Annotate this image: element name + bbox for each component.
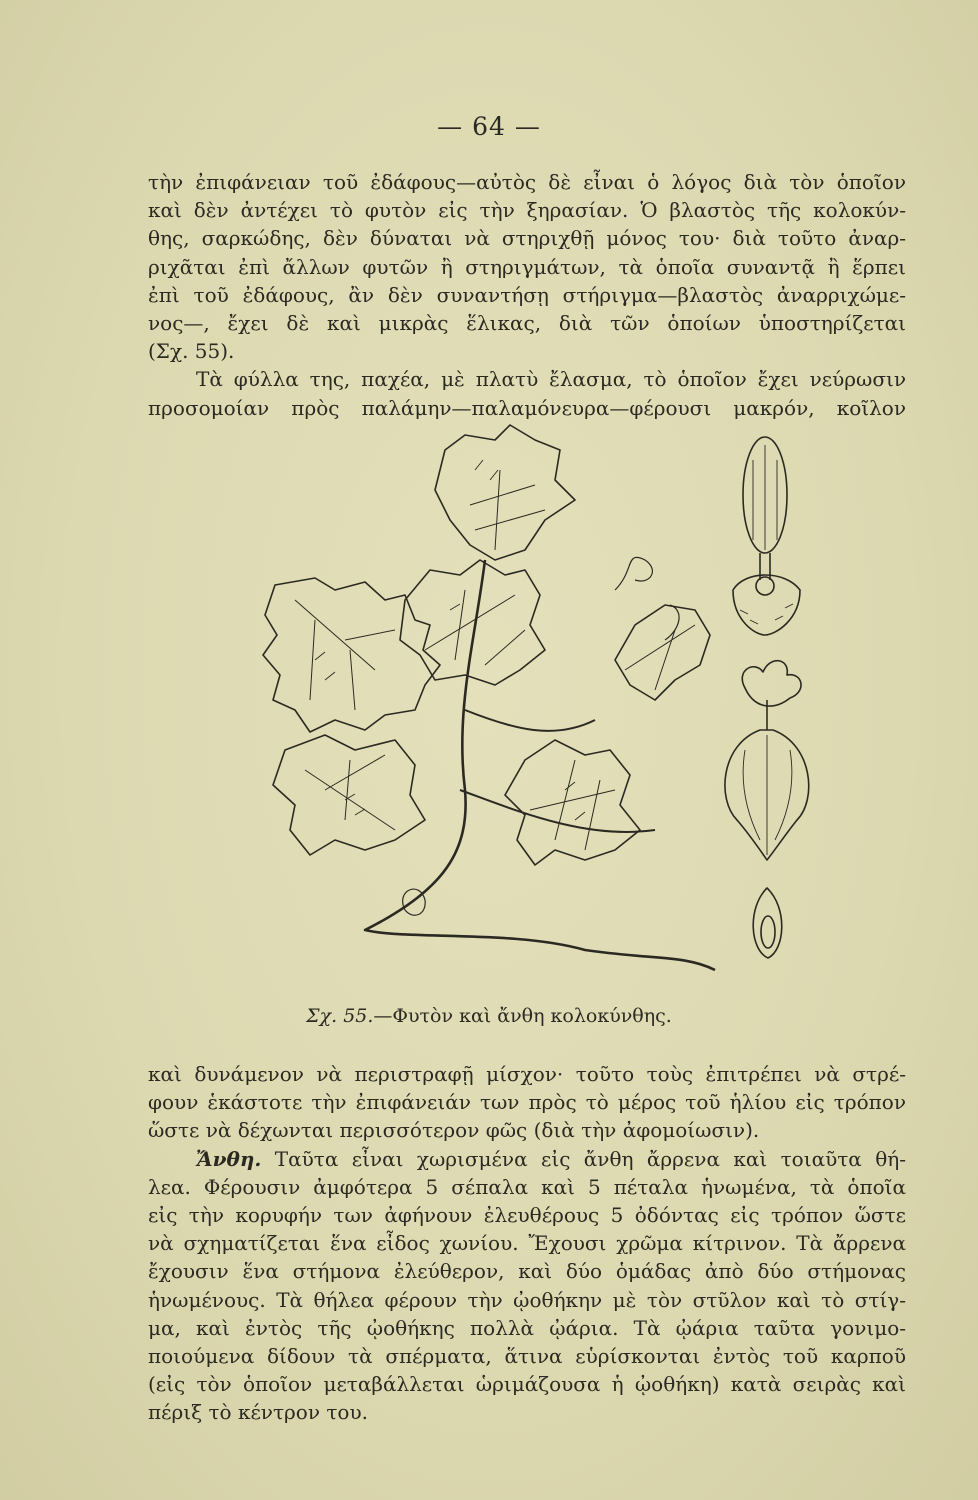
text-line: (εἰς τὸν ὁποῖον μεταβάλλεται ὡριμάζουσα ἡ ᾠοθήκη) κατὰ σειρὰς καὶ [148,1372,906,1397]
text-line: Τὰ φύλλα της, παχέα, μὲ πλατὺ ἔλασμα, τὸ ὁποῖον ἔχει νεύρωσιν [196,367,906,392]
pumpkin-plant-illustration [255,410,935,1000]
figure-number: Σχ. 55. [306,1005,374,1027]
text-line: ἐπὶ τοῦ ἐδάφους, ἂν δὲν συναντήσῃ στήριγμα—βλαστὸς ἀναρριχώμε- [148,282,906,307]
text-line: λεα. Φέρουσιν ἀμφότερα 5 σέπαλα καὶ 5 πέταλα ἡνωμένα, τὰ ὁποῖα [148,1174,906,1199]
ovule-drawing [753,888,782,958]
text-line: νὰ σχηματίζεται ἕνα εἶδος χωνίου. Ἔχουσι χρῶμα κίτρινον. Τὰ ἄρρενα [148,1231,906,1256]
figure-caption [0,1005,978,1027]
text-line: φουν ἑκάστοτε τὴν ἐπιφάνειάν των πρὸς τὸ μέρος τοῦ ἡλίου εἰς τρόπον [148,1090,906,1115]
text-line: εἰς τὴν κορυφήν των ἀφήνουν ἐλευθέρους 5 ὀδόντας εἰς τρόπον ὥστε [148,1203,906,1228]
text-fragment: Ταῦτα εἶναι χωρισμένα εἰς ἄνθη ἄρρενα καὶ τοιαῦτα θή- [261,1146,906,1171]
text-line: μα, καὶ ἐντὸς τῆς ᾠοθήκης πολλὰ ᾠάρια. Τὰ ᾠάρια ταῦτα γονιμο- [148,1315,906,1340]
leaf-lower-left [273,735,425,855]
leaf-top [435,425,575,560]
figure-caption-text: —Φυτὸν καὶ ἄνθη κολοκύνθης. [373,1005,672,1027]
text-line: ριχᾶται ἐπὶ ἄλλων φυτῶν ἢ στηριγμάτων, τὰ ὁποῖα συναντᾷ ἢ ἕρπει [148,254,906,279]
text-line: προσομοίαν πρὸς παλάμην—παλαμόνευρα—φέρουσι μακρόν, κοῖλον [148,395,906,420]
text-line: ὥστε νὰ δέχωνται περισσότερον φῶς (διὰ τὴν ἀφομοίωσιν). [148,1118,760,1143]
text-line: (Σχ. 55). [148,339,235,364]
section-heading-flowers: Ἄνθη. [196,1146,262,1171]
paragraph-petiole-and-flowers [148,1060,906,1427]
text-line: καὶ δὲν ἀντέχει τὸ φυτὸν εἰς τὴν ξηρασίαν. Ὁ βλαστὸς τῆς κολοκύν- [148,198,906,223]
page-number: — 64 — [437,112,541,141]
paragraph-stem-and-leaves [148,168,906,422]
text-line: ἡνωμένους. Τὰ θήλεα φέρουν τὴν ᾠοθήκην μὲ τὸν στῦλον καὶ τὸ στίγ- [148,1287,906,1312]
leaf-right [615,605,710,700]
leaf-lower-right [505,740,640,865]
male-flower-drawing [733,437,800,635]
leaf-left [263,578,440,732]
text-line: πέριξ τὸ κέντρον του. [148,1400,368,1425]
text-line: ποιούμενα δίδουν τὰ σπέρματα, ἅτινα εὑρίσκονται ἐντὸς τοῦ καρποῦ [148,1344,906,1369]
female-flower-drawing [725,661,809,860]
text-line: τὴν ἐπιφάνειαν τοῦ ἐδάφους—αὐτὸς δὲ εἶναι ὁ λόγος διὰ τὸν ὁποῖον [148,170,906,194]
text-line [148,1145,906,1173]
text-line: νος—, ἔχει δὲ καὶ μικρὰς ἕλικας, διὰ τῶν ὁποίων ὑποστηρίζεται [148,311,906,336]
text-line: ἔχουσιν ἕνα στήμονα ἐλεύθερον, καὶ δύο ὁμάδας ἀπὸ δύο στήμονας [148,1259,906,1284]
text-line: θης, σαρκώδης, δὲν δύναται νὰ στηριχθῇ μόνος του· διὰ τοῦτο ἀναρ- [148,226,906,251]
text-line: καὶ δυνάμενον νὰ περιστραφῇ μίσχον· τοῦτο τοὺς ἐπιτρέπει νὰ στρέ- [148,1062,906,1086]
